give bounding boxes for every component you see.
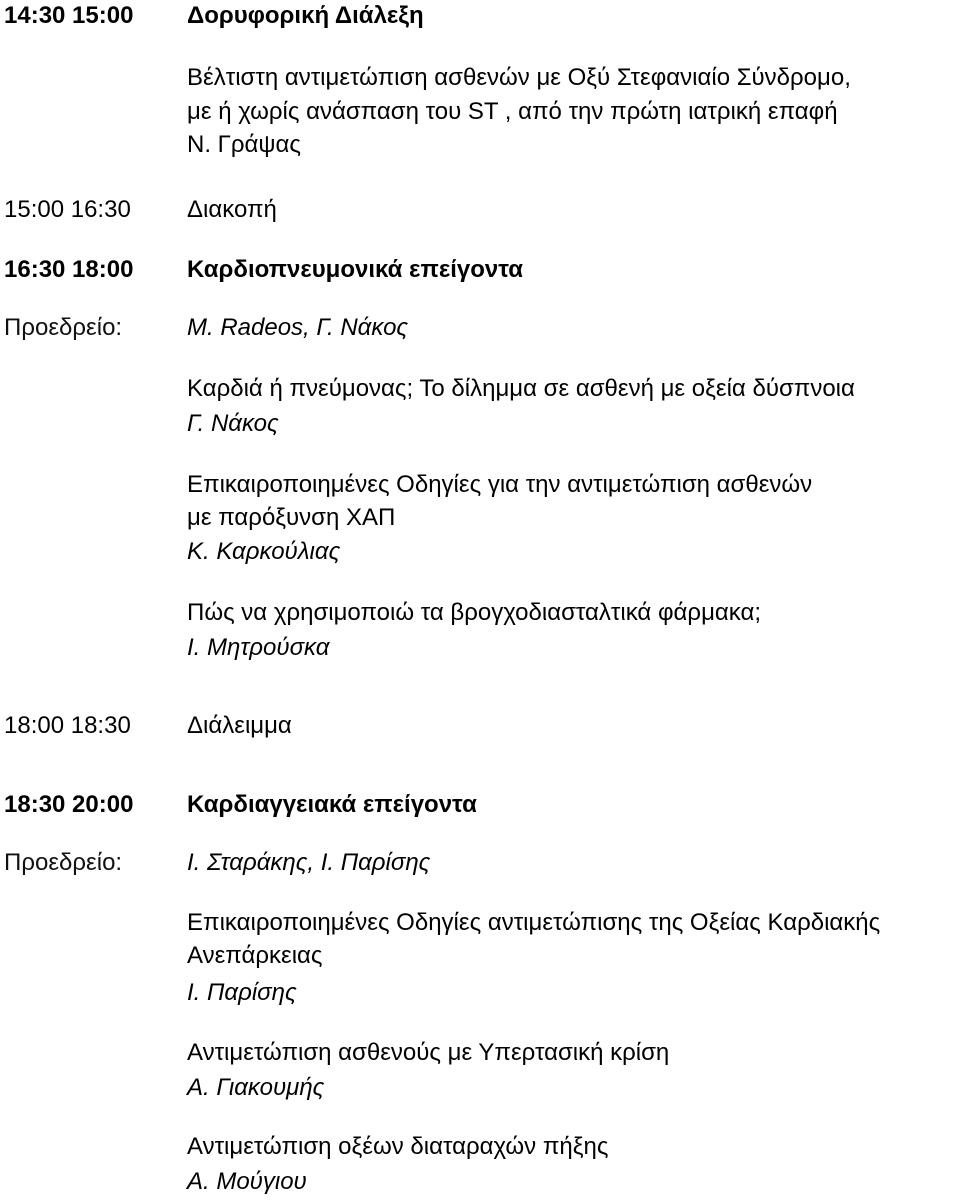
talk-speaker: Ι. Μητρούσκα [187, 634, 330, 661]
talk-title-line: με ή χωρίς ανάσπαση του ST , από την πρώτη ιατρική επαφή [187, 98, 838, 125]
talk-title-line: Βέλτιστη αντιμετώπιση ασθενών με Οξύ Στεφανιαίο Σύνδρομο, [187, 64, 851, 91]
chair-label: Προεδρείο: [4, 849, 123, 876]
talk-speaker: Ν. Γράψας [187, 131, 301, 158]
talk-title-line: Καρδιά ή πνεύμονας; Το δίλημμα σε ασθενή με οξεία δύσπνοια [187, 375, 855, 402]
talk-title-line: Αντιμετώπιση οξέων διαταραχών πήξης [187, 1133, 609, 1160]
session-time: 16:30 18:00 [4, 256, 134, 283]
talk-speaker: Α. Γιακουμής [187, 1074, 325, 1101]
talk-speaker: Γ. Νάκος [187, 410, 279, 437]
session-title: Διάλειμμα [187, 712, 292, 739]
session-title: Καρδιαγγειακά επείγοντα [187, 791, 477, 818]
session-time: 18:00 18:30 [4, 712, 131, 739]
session-title: Διακοπή [187, 196, 277, 223]
session-title: Δορυφορική Διάλεξη [187, 2, 424, 29]
talk-speaker: Α. Μούγιου [187, 1168, 307, 1195]
talk-title-line: Επικαιροποιημένες Οδηγίες αντιμετώπισης της Οξείας Καρδιακής [187, 909, 881, 936]
talk-speaker: Ι. Παρίσης [187, 979, 297, 1006]
talk-title-line: Αντιμετώπιση ασθενούς με Υπερτασική κρίση [187, 1039, 670, 1066]
session-title: Καρδιοπνευμονικά επείγοντα [187, 256, 524, 283]
talk-title-line: Επικαιροποιημένες Οδηγίες για την αντιμετώπιση ασθενών [187, 471, 813, 498]
talk-title-line: Ανεπάρκειας [187, 942, 323, 969]
chairs: M. Radeos, Γ. Νάκος [187, 314, 409, 341]
session-time: 18:30 20:00 [4, 791, 134, 818]
session-time: 14:30 15:00 [4, 2, 134, 29]
talk-title-line: με παρόξυνση ΧΑΠ [187, 504, 396, 531]
talk-speaker: Κ. Καρκούλιας [187, 538, 341, 565]
chairs: Ι. Σταράκης, Ι. Παρίσης [187, 849, 431, 876]
talk-title-line: Πώς να χρησιμοποιώ τα βρογχοδιασταλτικά φάρμακα; [187, 599, 762, 626]
session-time: 15:00 16:30 [4, 196, 131, 223]
chair-label: Προεδρείο: [4, 314, 123, 341]
